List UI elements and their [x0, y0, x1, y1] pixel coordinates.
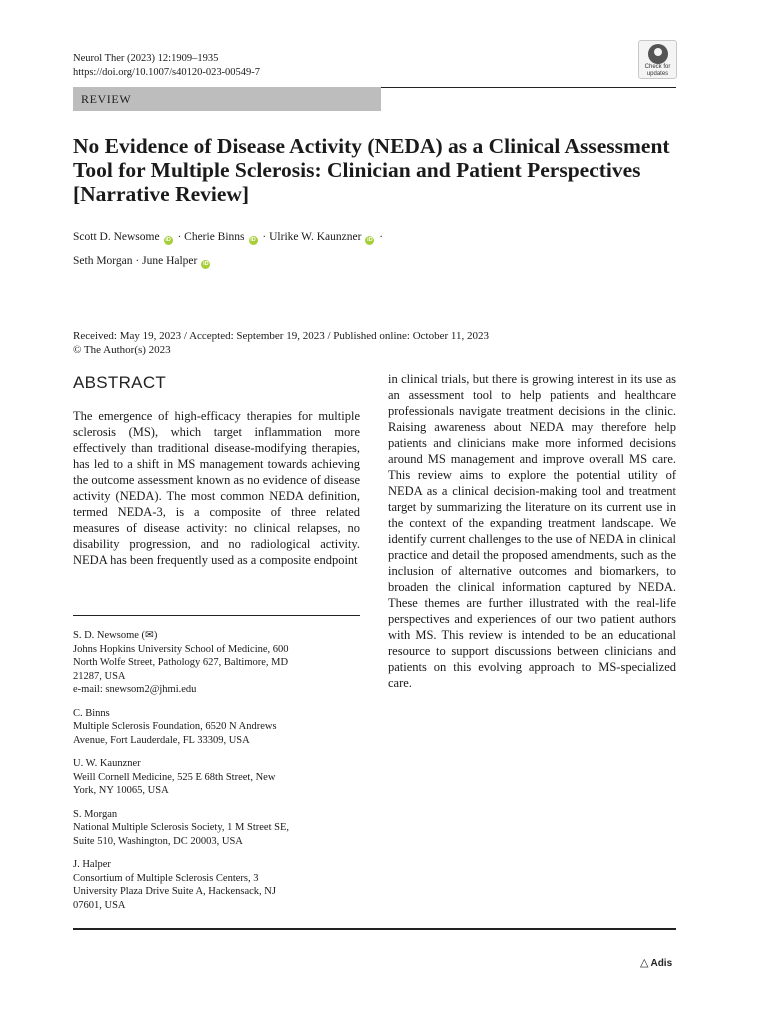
doi-link[interactable]: https://doi.org/10.1007/s40120-023-00549-7	[73, 67, 261, 78]
affiliation-address: Weill Cornell Medicine, 525 E 68th Street, New York, NY 10065, USA	[73, 771, 276, 796]
affiliation-address: National Multiple Sclerosis Society, 1 M Street SE, Suite 510, Washington, DC 20003, USA	[73, 822, 290, 847]
footer-rule	[73, 928, 676, 930]
journal-citation	[73, 52, 260, 80]
affiliation-item	[73, 707, 360, 748]
affiliation-item	[73, 629, 360, 697]
publisher-name: Adis	[650, 958, 673, 969]
author-name[interactable]: Ulrike W. Kaunzner	[269, 231, 362, 243]
author-name[interactable]: Scott D. Newsome	[73, 231, 160, 243]
orcid-icon[interactable]: iD	[165, 237, 171, 243]
crossmark-label: Check for updates	[644, 64, 671, 77]
affiliation-name: S. D. Newsome (✉)	[73, 630, 158, 641]
affiliation-name: C. Binns	[73, 707, 110, 719]
orcid-icon[interactable]: iD	[203, 261, 209, 267]
journal-line: Neurol Ther (2023) 12:1909–1935	[73, 53, 219, 64]
affiliation-item	[73, 757, 360, 798]
affiliation-address: Consortium of Multiple Sclerosis Centers, 3 University Plaza Drive Suite A, Hackensack, NJ 07601, USA	[73, 872, 276, 911]
affiliation-name: J. Halper	[73, 859, 111, 870]
orcid-icon[interactable]: iD	[367, 237, 373, 243]
author-list	[73, 225, 673, 273]
crossmark-icon	[648, 44, 668, 64]
affiliation-item	[73, 858, 360, 912]
affiliation-address: Johns Hopkins University School of Medicine, 600 North Wolfe Street, Pathology 627, Baltimore, MD 21287, USA e-mail: snewsom2@jhmi.edu	[73, 643, 289, 695]
affiliation-address: Multiple Sclerosis Foundation, 6520 N Andrews Avenue, Fort Lauderdale, FL 33309, USA	[73, 721, 277, 746]
history-line: Received: May 19, 2023 / Accepted: September 19, 2023 / Published online: October 11, 2023	[73, 330, 489, 342]
affiliations-rule	[73, 615, 360, 616]
copyright-line: © The Author(s) 2023	[73, 344, 171, 356]
affiliation-name: U. W. Kaunzner	[73, 758, 141, 769]
affiliations	[73, 629, 360, 922]
author-name[interactable]: Cherie Binns	[184, 231, 245, 243]
abstract-heading: ABSTRACT	[73, 373, 167, 392]
check-for-updates-badge[interactable]	[638, 40, 677, 79]
author-line-1: Scott D. Newsome iD · Cherie Binns iD · Ulrike W. Kaunzner iD ·	[73, 231, 384, 243]
article-type-band: REVIEW	[73, 87, 381, 111]
author-line-2: Seth Morgan · June Halper iD	[73, 255, 209, 267]
abstract-text-right: in clinical trials, but there is growing interest in its use as an assessment tool to help patients and healthcare professionals navigate treatment decisions in the clinic. Raising awareness about NEDA may therefore help patients and clinicians make more informed decisions around MS management and improve overall MS care. This review aims to explore the potential utility of NEDA as a clinical decision-making tool and treatment target by summarizing the literature on its current use in the context of the expanding treatment landscape. We identify current challenges to the use of NEDA in clinical practice and detail the proposed amendments, such as the inclusion of alternative outcomes and biomarkers, to broaden the clinical information captured by NEDA. These themes are further illustrated with the real-life perspectives and experiences of our two patient authors with MS. This review is intended to be an educational resource to support discussions between clinicians and patients on this evolving approach to MS-specialized care.	[388, 372, 676, 690]
affiliation-name: S. Morgan	[73, 808, 118, 820]
publication-dates	[73, 329, 489, 357]
author-name[interactable]: June Halper	[142, 255, 198, 267]
article-title: No Evidence of Disease Activity (NEDA) as a Clinical Assessment Tool for Multiple Sclerosis: Clinician and Patient Perspectives [Narrative Review]	[73, 134, 670, 206]
author-name[interactable]: Seth Morgan	[73, 255, 133, 267]
orcid-icon[interactable]: iD	[250, 237, 256, 243]
affiliation-item	[73, 808, 360, 849]
adis-triangle-icon: △	[640, 957, 649, 969]
abstract-text-left: The emergence of high-efficacy therapies for multiple sclerosis (MS), which target inflammation more effectively than traditional disease-modifying therapies, has led to a shift in MS management towards achieving the outcome assessment known as no evidence of disease activity (NEDA). The most common NEDA definition, termed NEDA-3, is a composite of three related measures of disease activity: no clinical relapses, no disability progression, and no radiological activity. NEDA has been frequently used as a composite endpoint	[73, 409, 360, 567]
publisher-logo	[640, 956, 672, 969]
